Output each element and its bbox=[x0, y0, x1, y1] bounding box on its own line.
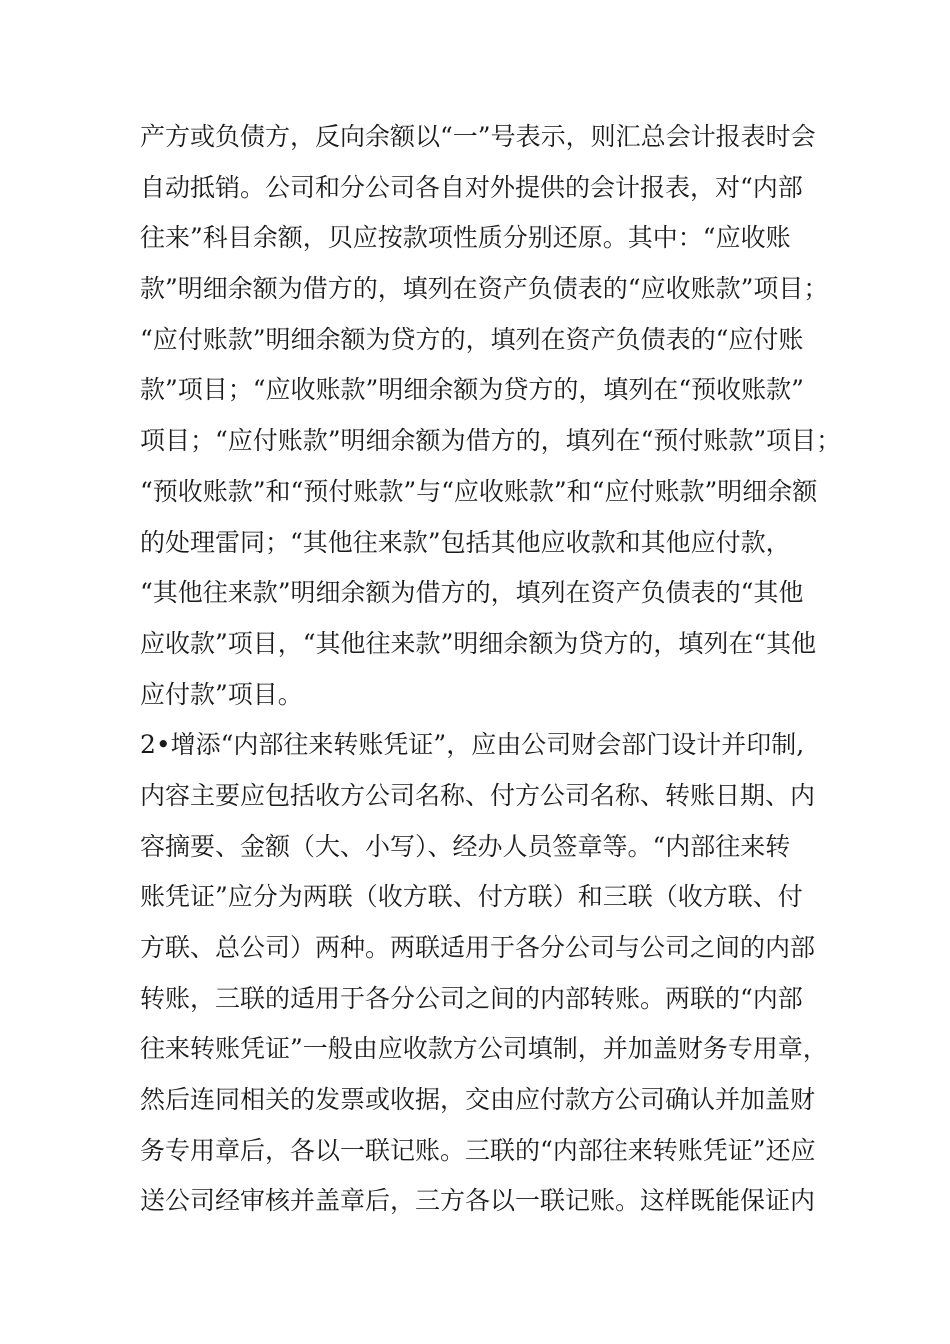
text-line: 款”项目；“应收账款”明细余额为贷方的，填列在“预收账款” bbox=[140, 375, 804, 405]
text-line: 产方或负债方，反向余额以“一”号表示，则汇总会计报表时会 bbox=[140, 122, 816, 151]
body-text bbox=[140, 112, 840, 1227]
text-line: 款”明细余额为借方的，填列在资产负债表的“应收账款”项目； bbox=[140, 274, 829, 304]
text-line: 项目；“应付账款”明细余额为借方的，填列在“预付账款”项目； bbox=[140, 426, 842, 456]
text-line: 的处理雷同；“其他往来款”包括其他应收款和其他应付款， bbox=[140, 527, 791, 557]
text-line: 账凭证”应分为两联（收方联、付方联）和三联（收方联、付 bbox=[140, 882, 803, 912]
text-line: 内容主要应包括收方公司名称、付方公司名称、转账日期、内 bbox=[140, 780, 816, 810]
text-line: 方联、总公司）两种。两联适用于各分公司与公司之间的内部 bbox=[140, 933, 816, 962]
text-line: 应收款”项目，“其他往来款”明细余额为贷方的，填列在“其他 bbox=[140, 628, 817, 658]
text-line: 务专用章后，各以一联记账。三联的“内部往来转账凭证”还应 bbox=[140, 1135, 816, 1165]
text-line: “应付账款”明细余额为贷方的，填列在资产负债表的“应付账 bbox=[140, 324, 804, 354]
text-line: 自动抵销。公司和分公司各自对外提供的会计报表，对“内部 bbox=[140, 172, 803, 202]
text-line: 应付款”项目。 bbox=[140, 679, 303, 709]
text-line: 转账，三联的适用于各分公司之间的内部转账。两联的“内部 bbox=[140, 983, 803, 1013]
text-line: 往来”科目余额，贝应按款项性质分别还原。其中：“应收账 bbox=[140, 223, 791, 253]
text-line: 然后连同相关的发票或收据，交由应付款方公司确认并加盖财 bbox=[140, 1085, 816, 1115]
text-line: 容摘要、金额（大、小写）、经办人员签章等。“内部往来转 bbox=[140, 831, 791, 861]
numbered-paragraph-start: 2•增添“内部往来转账凭证”，应由公司财会部门设计并印制, bbox=[140, 730, 805, 760]
text-line: 往来转账凭证”一般由应收款方公司填制，并加盖财务专用章， bbox=[140, 1034, 828, 1064]
text-line: 送公司经审核并盖章后，三方各以一联记账。这样既能保证内 bbox=[140, 1186, 816, 1216]
text-line: “预收账款”和“预付账款”与“应收账款”和“应付账款”明细余额 bbox=[140, 476, 818, 506]
text-line: “其他往来款”明细余额为借方的，填列在资产负债表的“其他 bbox=[140, 578, 804, 608]
